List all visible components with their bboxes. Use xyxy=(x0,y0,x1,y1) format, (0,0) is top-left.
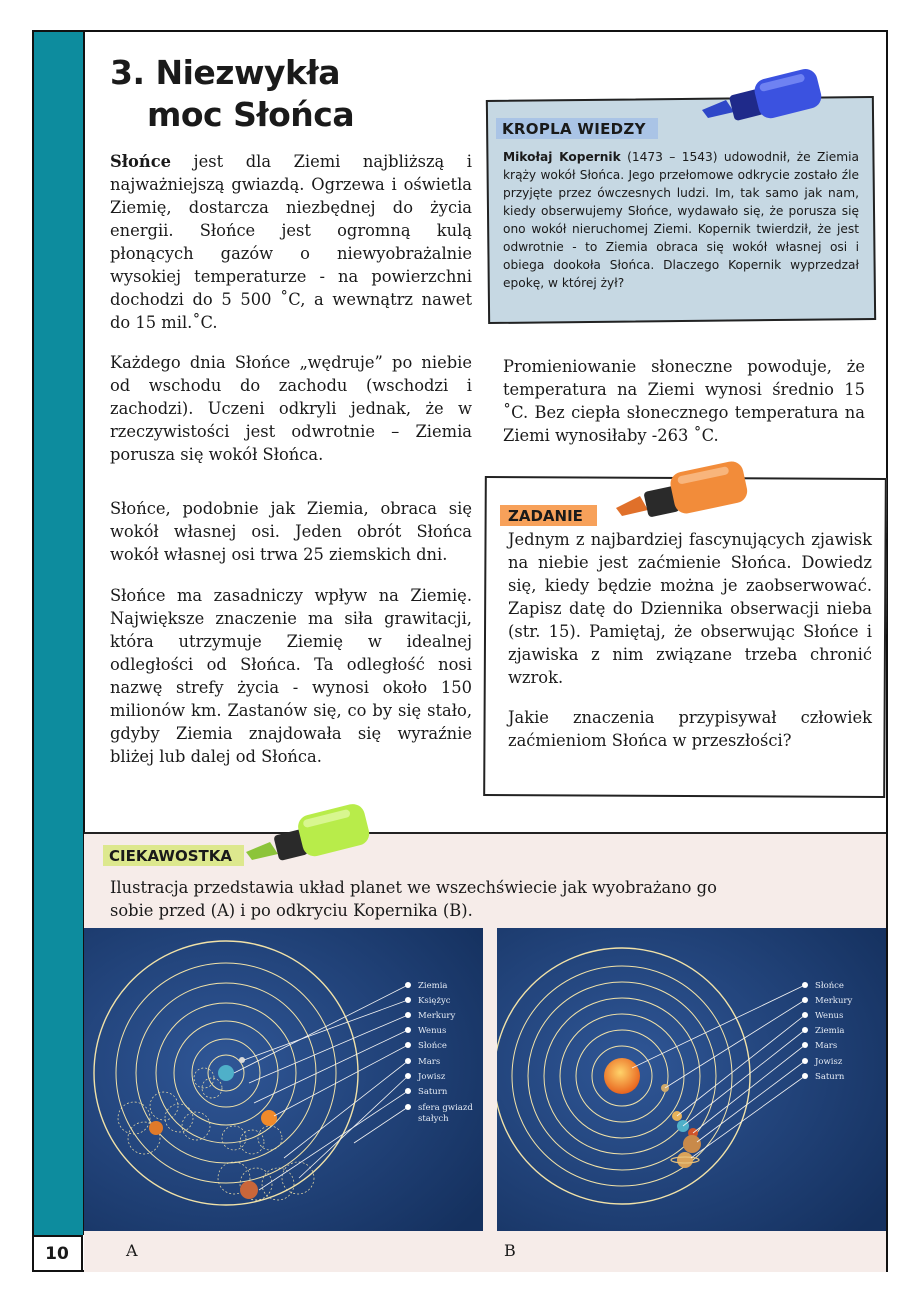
paragraph-sun-intro-text: jest dla Ziemi najbliższą i najważniejszą gwiazdą. Ogrzewa i oświetla Ziemię, dostarcza niezbędnej do życia energii. Słońce jest ogromną kulą płonących gazów o niewyobrażalnie wysokiej temperaturze - na powierzchni dochodzi do 5 500 ˚C, a wewnątrz nawet do 15 mil.˚C. xyxy=(110,152,472,332)
legend-b-merkury: Merkury xyxy=(815,996,853,1006)
legend-b-jowisz: Jowisz xyxy=(815,1057,843,1067)
zadanie-tag: ZADANIE xyxy=(500,505,597,526)
legend-b-mars: Mars xyxy=(815,1041,838,1051)
legend-a-mars: Mars xyxy=(418,1057,441,1067)
legend-b-saturn: Saturn xyxy=(815,1072,845,1082)
paragraph-sun-intro xyxy=(110,150,472,334)
paragraph-gravity: Słońce ma zasadniczy wpływ na Ziemię. Największe znaczenie ma siła grawitacji, która utrzymuje Ziemię w idealnej odległości od Słońca. Ta odległość nosi nazwę strefy życia - wynosi około 150 milionów km. Zastanów się, co by się stało, gdyby Ziemia znajdowała się wyraźnie bliżej lub dalej od Słońca. xyxy=(110,586,472,766)
legend-a-ksiezyc: Księżyc xyxy=(418,996,451,1006)
zadanie-question-text: Jakie znaczenia przypisywał człowiek zaćmieniom Słońca w przeszłości? xyxy=(508,708,872,750)
legend-b-wenus: Wenus xyxy=(815,1011,844,1021)
legend-a-sfera: sfera gwiazd xyxy=(418,1103,473,1113)
kropla-wiedzy-tag: KROPLA WIEDZY xyxy=(496,118,658,139)
title-line-2: moc Słońca xyxy=(147,95,355,134)
zadanie-task-text: Jednym z najbardziej fascynujących zjawisk na niebie jest zaćmienie Słońca. Dowiedz się, kiedy będzie można je zaobserwować. Zapisz datę do Dziennika obserwacji nieba (str. 15). Pamiętaj, że obserwując Słońce i zjawiska z nim związane trzeba chronić wzrok. xyxy=(508,530,872,687)
legend-a-wenus: Wenus xyxy=(418,1026,447,1036)
legend-a-jowisz: Jowisz xyxy=(418,1072,446,1082)
blue-highlighter-icon xyxy=(700,66,826,122)
illustration-b-label: B xyxy=(504,1241,516,1260)
kropla-wiedzy-text xyxy=(503,148,859,292)
legend-a-slonce: Słońce xyxy=(418,1041,447,1051)
illustration-a-label: A xyxy=(126,1241,138,1260)
green-highlighter-icon xyxy=(244,804,374,862)
legend-b-slonce: Słońce xyxy=(815,981,844,991)
paragraph-radiation: Promieniowanie słoneczne powoduje, że temperatura na Ziemi wynosi średnio 15 ˚C. Bez ciepła słonecznego temperatura na Ziemi wynosiłaby -263 ˚C. xyxy=(503,357,865,445)
kopernik-name: Mikołaj Kopernik xyxy=(503,150,621,164)
kropla-wiedzy-body: (1473 – 1543) udowodnił, że Ziemia krąży wokół Słońca. Jego przełomowe odkrycie zostało źle przyjęte przez ówczesnych ludzi. Im, tak samo jak nam, kiedy obserwujemy Słońce, wydawało się, że porusza się ono wokół nieruchomej Ziemi. Kopernik twierdził, że jest odwrotnie - to Ziemia obraca się wokół własnej osi i obiega dookoła Słońca. Dlaczego Kopernik wyprzedzał epokę, w której żył? xyxy=(503,150,860,290)
ciekawostka-tag: CIEKAWOSTKA xyxy=(103,845,244,866)
paragraph-sun-motion: Każdego dnia Słońce „wędruje” po niebie od wschodu do zachodu (wschodzi i zachodzi). Uczeni odkryli jednak, że w rzeczywistości jest odwrotnie – Ziemia porusza się wokół Słońca. xyxy=(110,353,472,464)
ciekawostka-text: Ilustracja przedstawia układ planet we wszechświecie jak wyobrażano go sobie przed (A) i po odkryciu Kopernika (B). xyxy=(110,878,717,920)
page-title xyxy=(110,52,354,136)
title-line-1: 3. Niezwykła xyxy=(110,53,340,92)
illustration-heliocentric xyxy=(497,928,886,1231)
legend-a-saturn: Saturn xyxy=(418,1087,448,1097)
legend-a-stalych: stałych xyxy=(418,1114,449,1124)
page-number: 10 xyxy=(33,1235,83,1271)
legend-a-ziemia: Ziemia xyxy=(418,981,448,991)
legend-b-ziemia: Ziemia xyxy=(815,1026,845,1036)
illustration-geocentric xyxy=(84,928,483,1231)
paragraph-sun-rotation: Słońce, podobnie jak Ziemia, obraca się wokół własnej osi. Jeden obrót Słońca wokół własnej osi trwa 25 ziemskich dni. xyxy=(110,499,472,564)
orange-highlighter-icon xyxy=(612,460,752,520)
bold-term-sun: Słońce xyxy=(110,152,171,171)
legend-a-merkury: Merkury xyxy=(418,1011,456,1021)
